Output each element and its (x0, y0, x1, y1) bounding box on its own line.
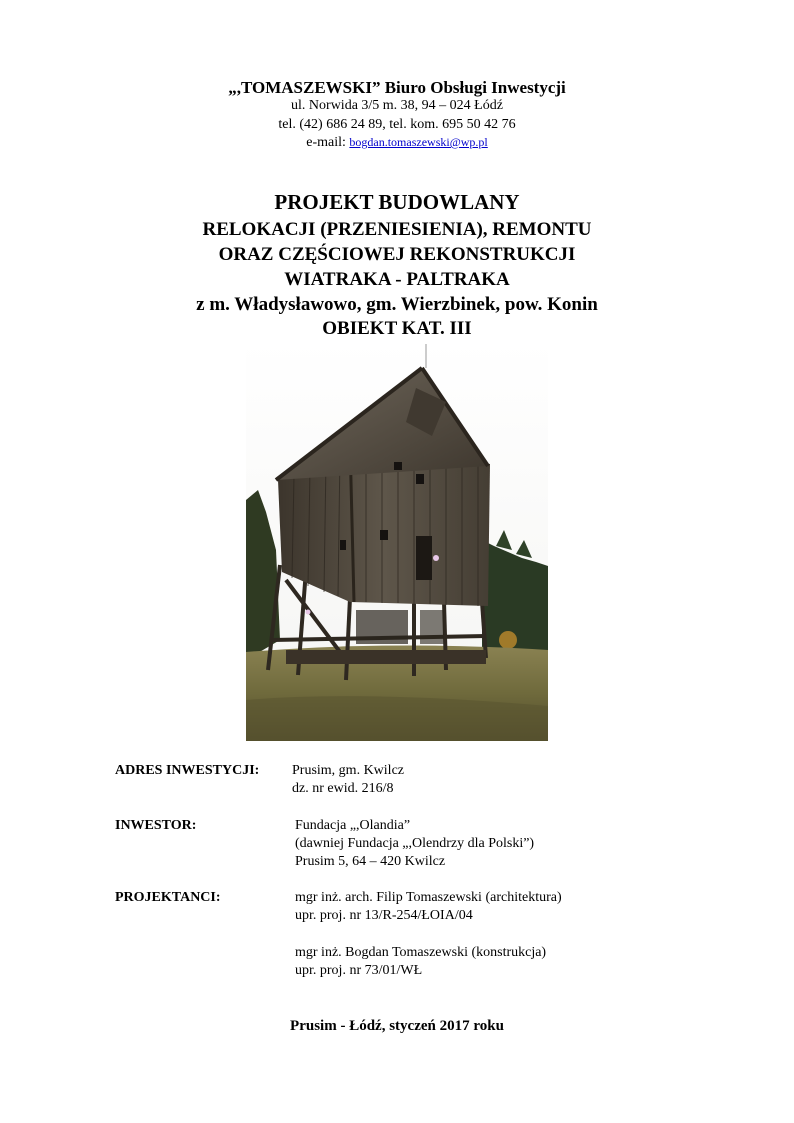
title-line-origin: z m. Władysławowo, gm. Wierzbinek, pow. Konin (196, 294, 598, 315)
investor-line-2: (dawniej Fundacja „,Olendrzy dla Polski”) (295, 836, 535, 851)
designer-2-name: mgr inż. Bogdan Tomaszewski (konstrukcja) (295, 945, 547, 960)
title-project-type: PROJEKT BUDOWLANY (274, 190, 520, 214)
designers-label: PROJEKTANCI: (115, 890, 221, 905)
investor-label: INWESTOR: (115, 818, 197, 833)
investor-line-3: Prusim 5, 64 – 420 Kwilcz (295, 854, 446, 869)
firm-address: ul. Norwida 3/5 m. 38, 94 – 024 Łódź (291, 98, 503, 113)
firm-name: „,TOMASZEWSKI” Biuro Obsługi Inwestycji (228, 78, 566, 97)
title-line-windmill: WIATRAKA - PALTRAKA (284, 269, 510, 290)
designer-1-name: mgr inż. arch. Filip Tomaszewski (architektura) (295, 890, 562, 905)
email-link[interactable]: bogdan.tomaszewski@wp.pl (349, 135, 488, 149)
title-line-category: OBIEKT KAT. III (322, 318, 472, 339)
email-label: e-mail: (306, 135, 350, 150)
title-line-reconstruction: ORAZ CZĘŚCIOWEJ REKONSTRUKCJI (218, 244, 576, 265)
title-line-relocation: RELOKACJI (PRZENIESIENIA), REMONTU (202, 219, 592, 240)
place-date: Prusim - Łódź, styczeń 2017 roku (290, 1018, 504, 1034)
address-line-2: dz. nr ewid. 216/8 (292, 781, 394, 796)
address-line-1: Prusim, gm. Kwilcz (292, 763, 404, 778)
address-label: ADRES INWESTYCJI: (115, 763, 260, 778)
windmill-photo (246, 340, 548, 741)
firm-email-line (0, 135, 794, 151)
firm-phone: tel. (42) 686 24 89, tel. kom. 695 50 42 76 (278, 117, 516, 132)
designer-1-license: upr. proj. nr 13/R-254/ŁOIA/04 (295, 908, 473, 923)
investor-line-1: Fundacja „,Olandia” (295, 818, 411, 833)
designer-2-license: upr. proj. nr 73/01/WŁ (295, 963, 423, 978)
